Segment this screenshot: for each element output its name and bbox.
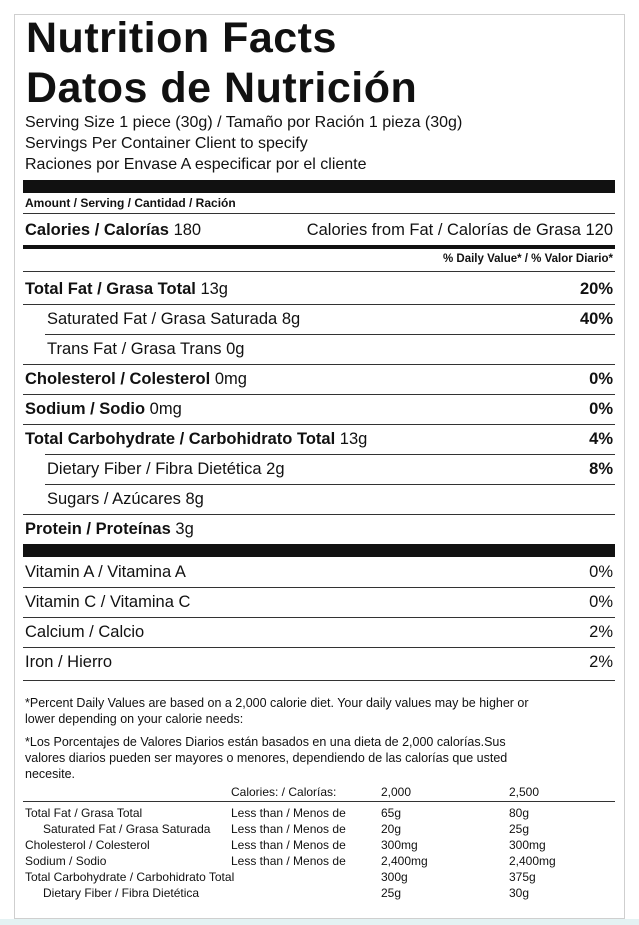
table-row-condition: Less than / Menos de: [231, 838, 346, 852]
calories-from-fat: Calories from Fat / Calorías de Grasa 120: [306, 221, 613, 239]
nutrient-name: Sodium / Sodio: [25, 400, 146, 418]
nutrient-percent: 20%: [579, 280, 613, 298]
nutrient-amount: 0g: [226, 340, 245, 358]
nutrient-amount: 0mg: [214, 370, 247, 388]
raciones-por-envase: Raciones por Envase A especificar por el cliente: [25, 156, 367, 173]
nutrient-row-sugars: [25, 487, 613, 511]
table-row-value-2000: 65g: [381, 806, 402, 820]
nutrient-amount: 0mg: [149, 400, 182, 418]
divider-thick-vitamins: [23, 544, 615, 557]
divider: [23, 394, 615, 395]
divider: [45, 334, 615, 335]
reference-table-header-2500: 2,500: [509, 785, 540, 799]
nutrient-percent: 8%: [589, 460, 613, 478]
serving-size: Serving Size 1 piece (30g) / Tamaño por Ración 1 pieza (30g): [25, 114, 463, 131]
title-english: Nutrition Facts: [26, 14, 337, 62]
nutrient-name: Dietary Fiber / Fibra Dietética: [47, 460, 262, 478]
table-row-value-2000: 25g: [381, 886, 402, 900]
nutrient-percent: 4%: [589, 430, 613, 448]
daily-value-header: % Daily Value* / % Valor Diario*: [442, 253, 613, 265]
reference-table-header-label: Calories: / Calorías:: [231, 785, 337, 799]
calories-label-group: [25, 218, 201, 242]
nutrient-name: Cholesterol / Colesterol: [25, 370, 211, 388]
reference-table-header-2000: 2,000: [381, 785, 412, 799]
vitamin-percent: 2%: [589, 623, 613, 641]
vitamin-name: Iron / Hierro: [25, 653, 113, 671]
table-row-value-2500: 80g: [509, 806, 530, 820]
vitamin-row-a: [25, 560, 613, 584]
nutrient-name: Protein / Proteínas: [25, 520, 171, 538]
divider: [23, 271, 615, 272]
divider: [23, 801, 615, 802]
nutrient-name: Trans Fat / Grasa Trans: [47, 340, 222, 358]
nutrient-amount: 2g: [266, 460, 285, 478]
table-row-value-2500: 30g: [509, 886, 530, 900]
vitamin-name: Vitamin C / Vitamina C: [25, 593, 191, 611]
table-row-value-2000: 300mg: [381, 838, 418, 852]
title-spanish: Datos de Nutrición: [26, 64, 418, 112]
nutrient-row-trans-fat: [25, 337, 613, 361]
servings-per-container: Servings Per Container Client to specify: [25, 135, 308, 152]
calories-label: Calories / Calorías: [25, 221, 169, 239]
footnote-spanish-line-1: *Los Porcentajes de Valores Diarios están basados en una dieta de 2,000 calorías.Sus: [25, 735, 506, 749]
nutrient-row-total-fat: [25, 277, 613, 301]
nutrient-amount: 8g: [185, 490, 204, 508]
divider: [23, 213, 615, 214]
nutrient-amount: 13g: [339, 430, 368, 448]
table-row-value-2000: 20g: [381, 822, 402, 836]
divider: [23, 647, 615, 648]
nutrient-amount: 3g: [175, 520, 194, 538]
nutrient-row-protein: [25, 517, 613, 541]
divider: [23, 424, 615, 425]
footnote-english-line-1: *Percent Daily Values are based on a 2,000 calorie diet. Your daily values may be higher or: [25, 696, 529, 710]
footnote-english-line-2: lower depending on your calorie needs:: [25, 712, 244, 726]
vitamin-row-calcium: [25, 620, 613, 644]
divider: [23, 304, 615, 305]
calories-value: 180: [173, 221, 202, 239]
nutrient-name: Total Carbohydrate / Carbohidrato Total: [25, 430, 336, 448]
vitamin-row-iron: [25, 650, 613, 674]
bottom-edge: [0, 919, 639, 925]
table-row-name: Saturated Fat / Grasa Saturada: [43, 822, 211, 836]
vitamin-percent: 0%: [589, 593, 613, 611]
vitamin-row-c: [25, 590, 613, 614]
table-row-value-2000: 2,400mg: [381, 854, 428, 868]
divider: [23, 587, 615, 588]
nutrient-percent: 0%: [589, 370, 613, 388]
nutrient-name: Saturated Fat / Grasa Saturada: [47, 310, 278, 328]
nutrient-percent: 0%: [589, 400, 613, 418]
divider: [23, 514, 615, 515]
table-row-value-2500: 25g: [509, 822, 530, 836]
divider: [23, 617, 615, 618]
divider: [45, 484, 615, 485]
table-row-condition: Less than / Menos de: [231, 806, 346, 820]
table-row-condition: Less than / Menos de: [231, 822, 346, 836]
nutrient-row-total-carbohydrate: [25, 427, 613, 451]
nutrient-name: Total Fat / Grasa Total: [25, 280, 196, 298]
vitamin-name: Vitamin A / Vitamina A: [25, 563, 186, 581]
table-row-name: Dietary Fiber / Fibra Dietética: [43, 886, 200, 900]
divider: [23, 680, 615, 681]
nutrient-amount: 8g: [281, 310, 301, 328]
divider: [23, 364, 615, 365]
nutrient-row-dietary-fiber: [25, 457, 613, 481]
footnote-spanish-line-2: valores diarios pueden ser mayores o menores, dependiendo de las calorías que usted: [25, 751, 508, 765]
nutrient-percent: 40%: [579, 310, 613, 328]
vitamin-percent: 2%: [589, 653, 613, 671]
vitamin-name: Calcium / Calcio: [25, 623, 145, 641]
nutrient-name: Sugars / Azúcares: [47, 490, 181, 508]
divider: [45, 454, 615, 455]
footnote-spanish-line-3: necesite.: [25, 767, 76, 781]
divider-thick-top: [23, 180, 615, 193]
table-row-name: Sodium / Sodio: [25, 854, 107, 868]
table-row-name: Total Carbohydrate / Carbohidrato Total: [25, 870, 235, 884]
table-row-condition: Less than / Menos de: [231, 854, 346, 868]
nutrient-row-sodium: [25, 397, 613, 421]
table-row-value-2500: 375g: [509, 870, 536, 884]
amount-per-serving-header: Amount / Serving / Cantidad / Ración: [25, 196, 236, 210]
table-row-name: Total Fat / Grasa Total: [25, 806, 143, 820]
nutrient-amount: 13g: [200, 280, 228, 298]
table-row-value-2000: 300g: [381, 870, 408, 884]
table-row-value-2500: 300mg: [509, 838, 546, 852]
nutrient-row-saturated-fat: [25, 307, 613, 331]
vitamin-percent: 0%: [589, 563, 613, 581]
nutrient-row-cholesterol: [25, 367, 613, 391]
calories-row: [25, 218, 613, 242]
table-row-value-2500: 2,400mg: [509, 854, 556, 868]
table-row-name: Cholesterol / Colesterol: [25, 838, 150, 852]
divider-medium: [23, 245, 615, 249]
